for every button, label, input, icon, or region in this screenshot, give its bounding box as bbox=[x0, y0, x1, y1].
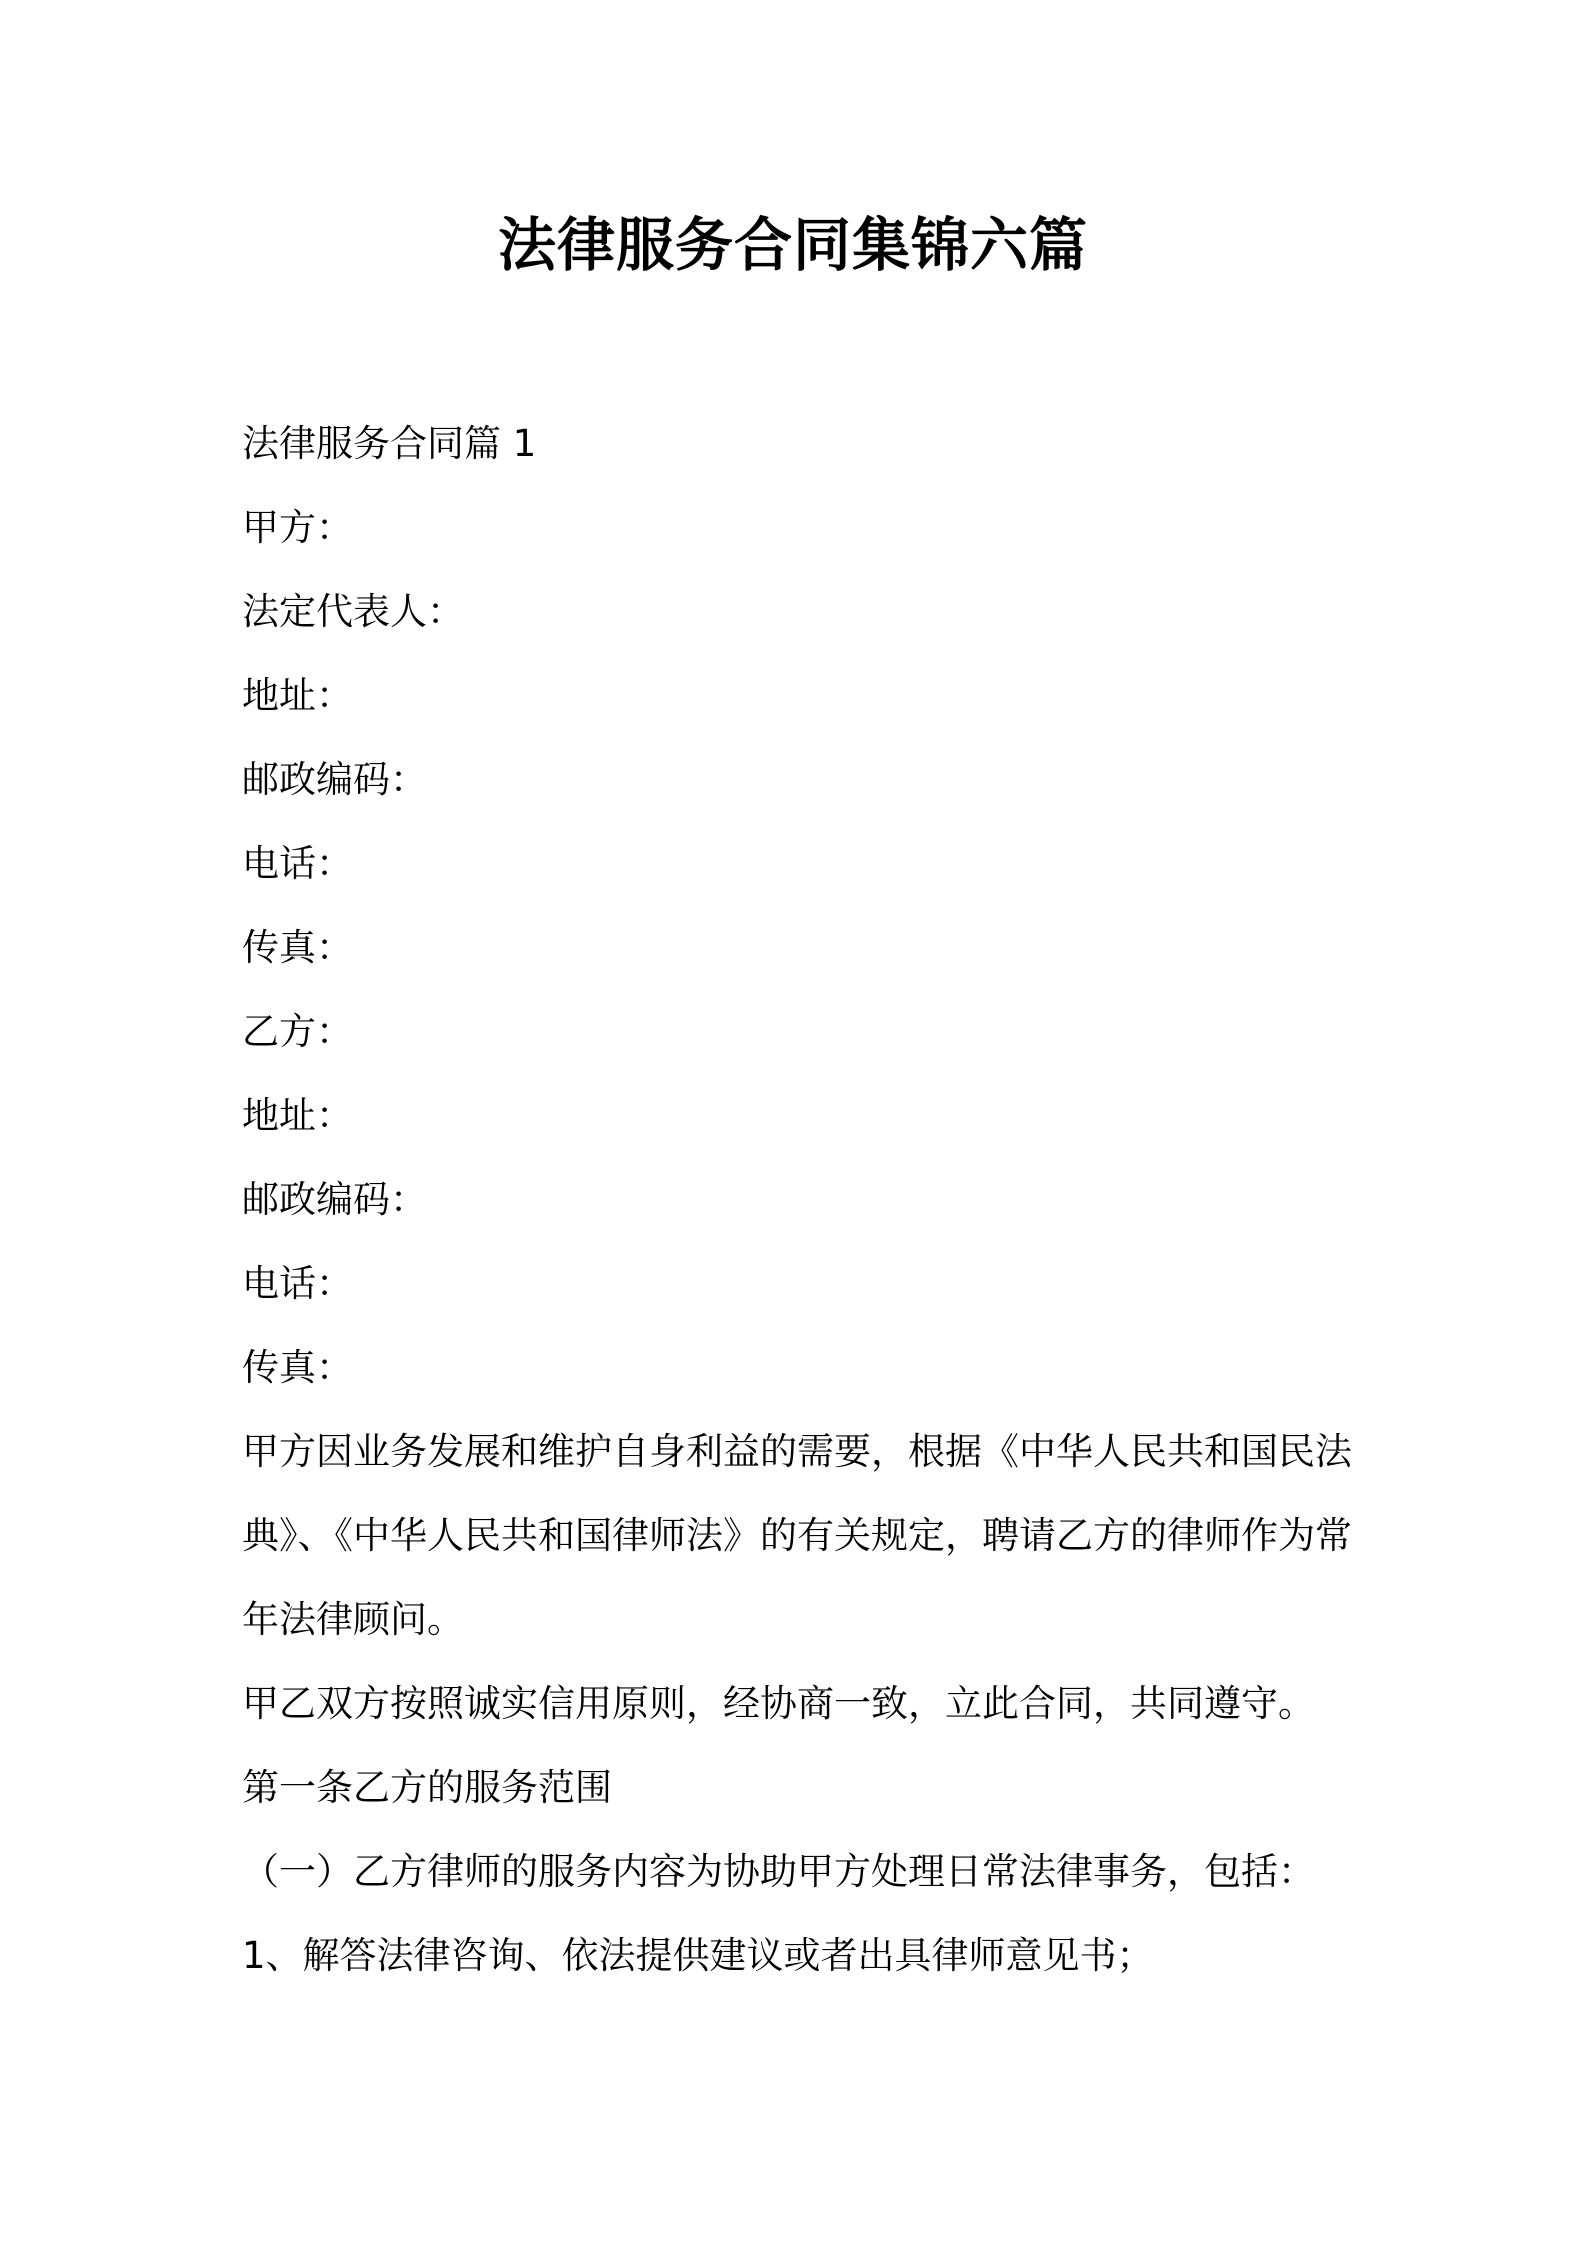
paragraph-line: 典》、《中华人民共和国律师法》的有关规定，聘请乙方的律师作为常 bbox=[242, 1514, 1352, 1557]
party-b-address-label: 地址： bbox=[242, 1094, 353, 1137]
party-a-label: 甲方： bbox=[242, 506, 353, 549]
document-body bbox=[242, 402, 1362, 1998]
paragraph-line: 甲乙双方按照诚实信用原则，经协商一致，立此合同，共同遵守。 bbox=[242, 1682, 1315, 1725]
clause-line: （一）乙方律师的服务内容为协助甲方处理日常法律事务，包括： bbox=[242, 1850, 1315, 1893]
party-b-phone-label: 电话： bbox=[242, 1262, 353, 1305]
document-title: 法律服务合同集锦六篇 bbox=[497, 211, 1088, 279]
party-a-postal-code-label: 邮政编码： bbox=[242, 758, 427, 801]
party-a-fax-label: 传真： bbox=[242, 926, 353, 969]
paragraph-line: 甲方因业务发展和维护自身利益的需要，根据《中华人民共和国民法 bbox=[242, 1430, 1352, 1473]
party-a-phone-label: 电话： bbox=[242, 842, 353, 885]
section-heading: 法律服务合同篇 1 bbox=[242, 422, 537, 465]
party-b-fax-label: 传真： bbox=[242, 1346, 353, 1389]
party-b-postal-code-label: 邮政编码： bbox=[242, 1178, 427, 1221]
paragraph-line: 年法律顾问。 bbox=[242, 1598, 464, 1641]
legal-representative-label: 法定代表人： bbox=[242, 590, 464, 633]
article-heading: 第一条乙方的服务范围 bbox=[242, 1766, 612, 1809]
list-item: 1、解答法律咨询、依法提供建议或者出具律师意见书； bbox=[242, 1934, 1154, 1977]
party-a-address-label: 地址： bbox=[242, 674, 353, 717]
party-b-label: 乙方： bbox=[242, 1010, 353, 1053]
